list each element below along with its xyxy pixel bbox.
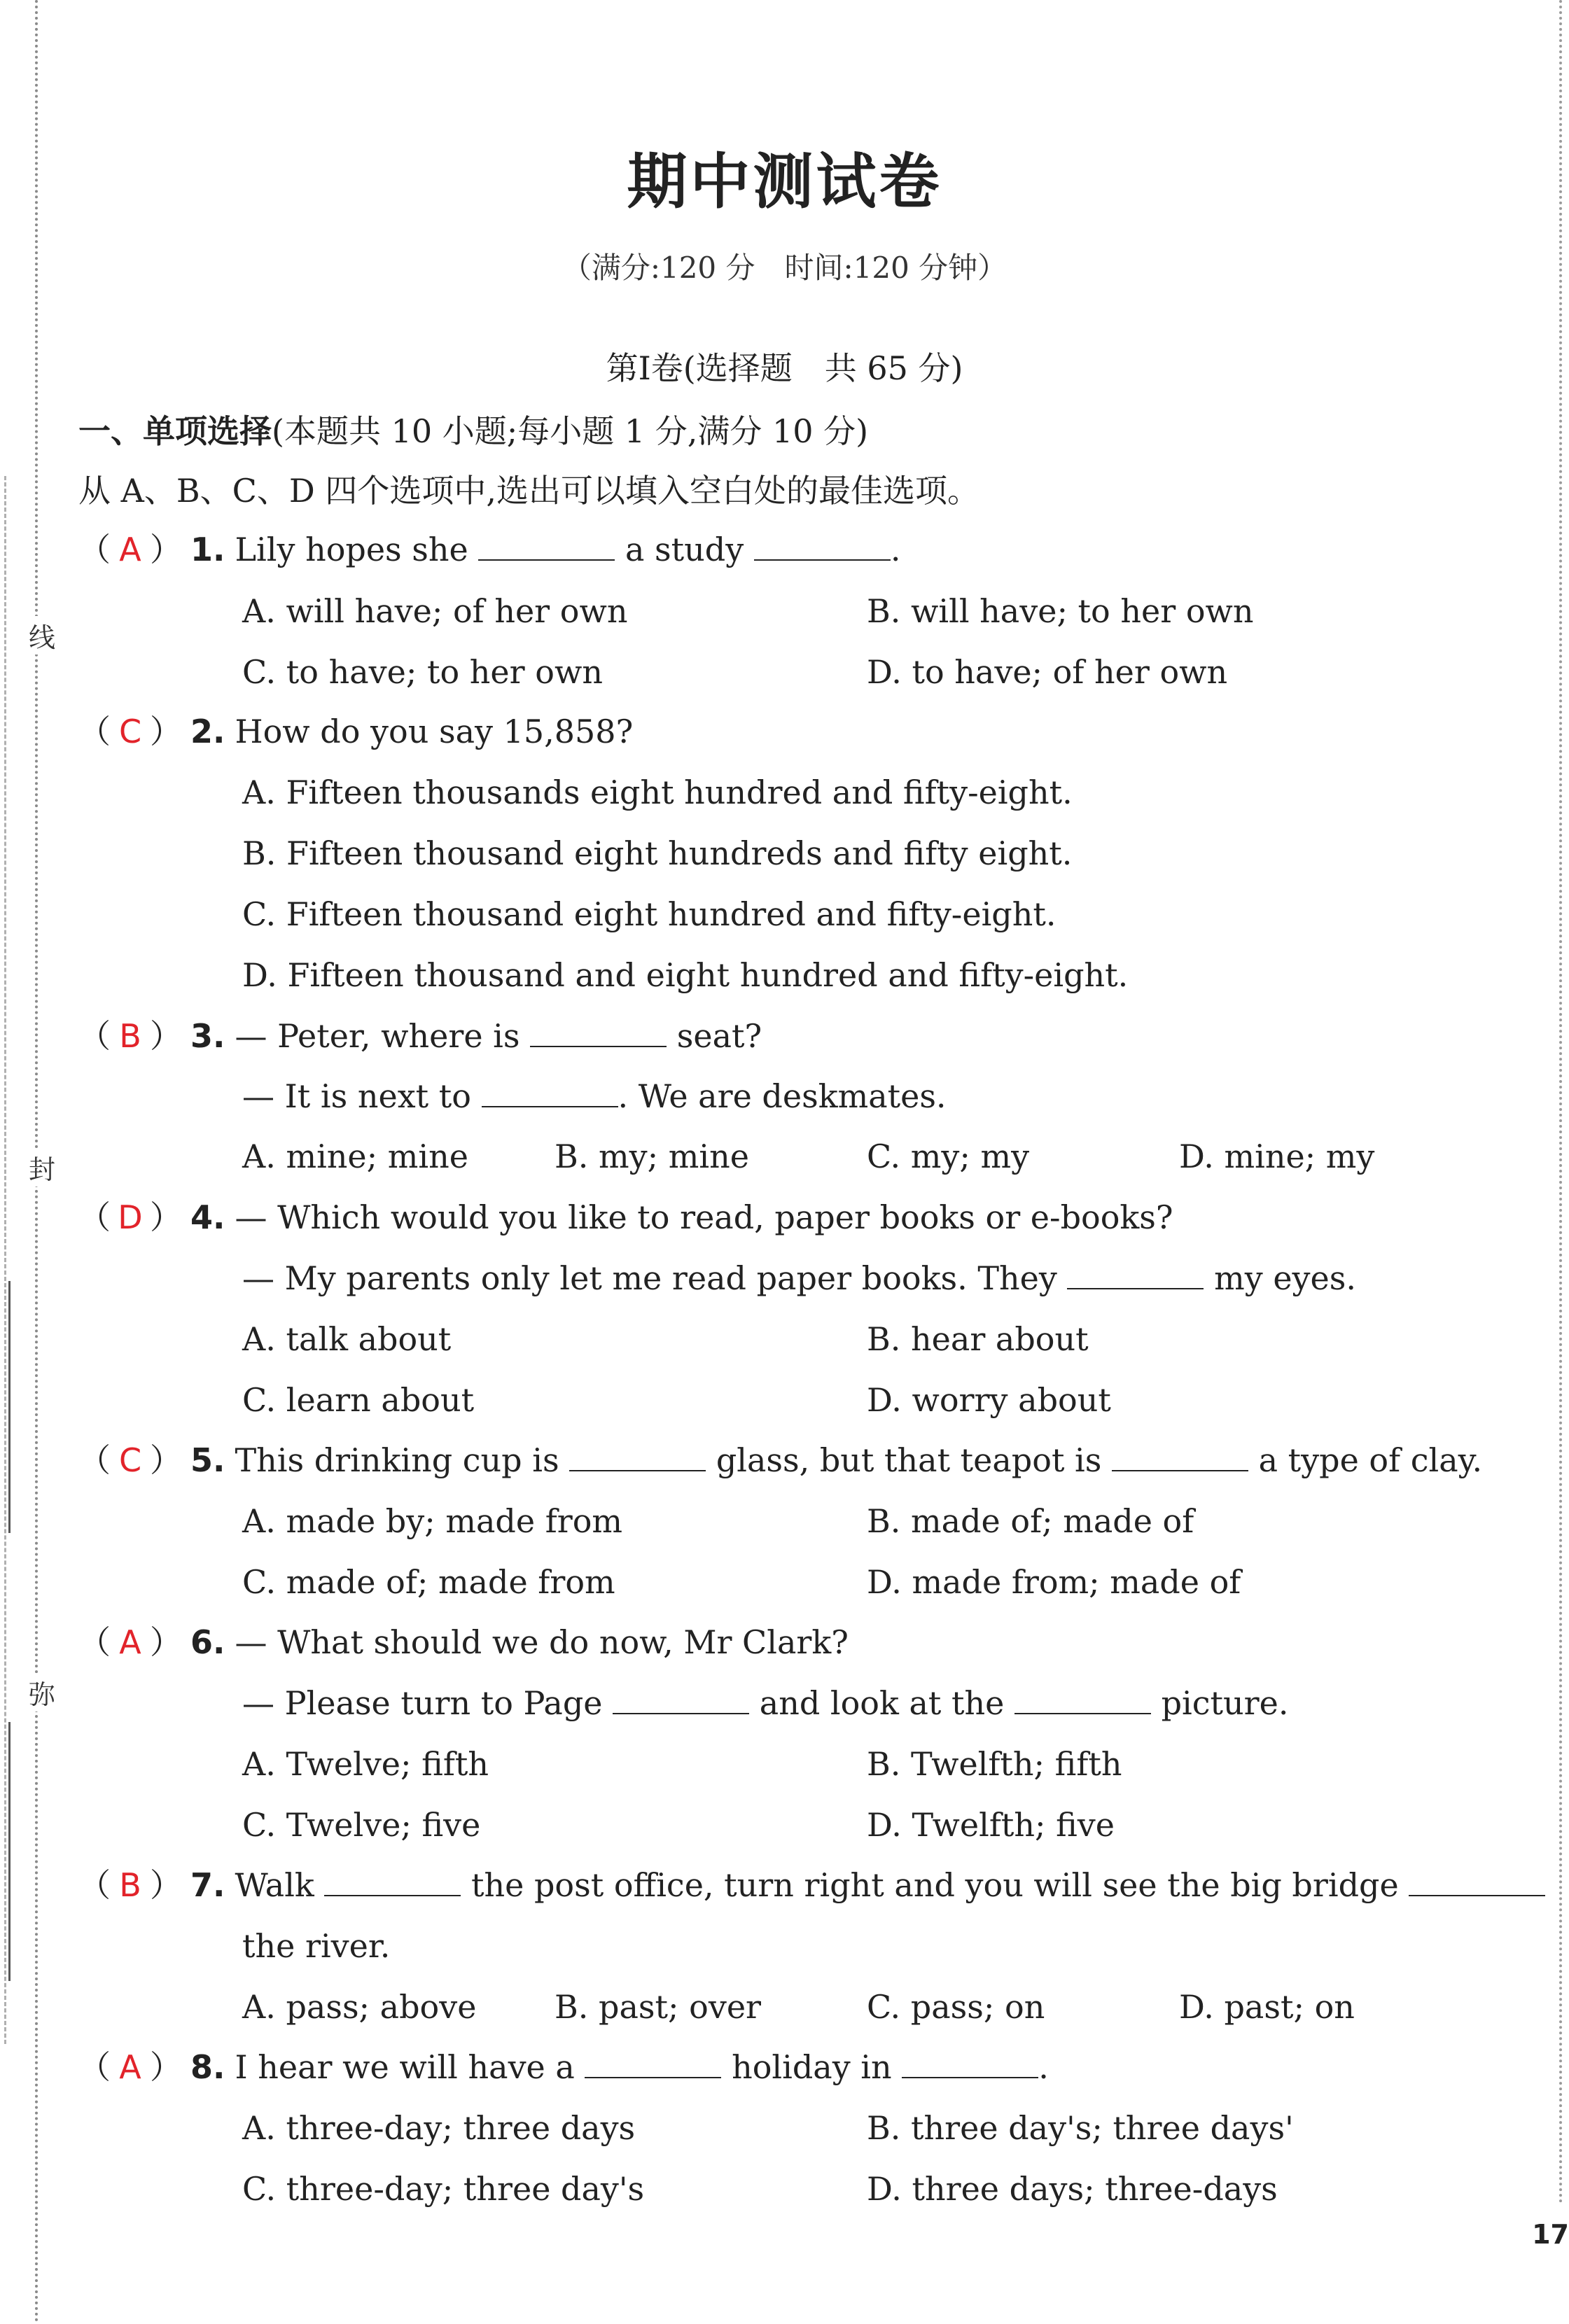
option-d: D. Twelfth; five bbox=[867, 1806, 1115, 1844]
option-a: A. pass; above bbox=[242, 1988, 477, 2026]
stem-text: — What should we do now, Mr Clark? bbox=[235, 1623, 849, 1661]
option-c: C. Fifteen thousand eight hundred and fifty-eight. bbox=[242, 895, 1057, 933]
answer-blank bbox=[1014, 1684, 1151, 1714]
option-a: A. three-day; three days bbox=[242, 2109, 636, 2147]
question-number: 6. bbox=[190, 1623, 225, 1661]
question-number: 2. bbox=[190, 713, 225, 750]
stem-text: seat? bbox=[676, 1017, 762, 1055]
answer-blank bbox=[902, 2047, 1038, 2078]
part-heading: 第Ⅰ卷(选择题 共 65 分) bbox=[606, 349, 963, 387]
option-a: A. will have; of her own bbox=[242, 592, 628, 630]
answer-1: A bbox=[119, 531, 141, 568]
option-d: D. to have; of her own bbox=[867, 653, 1228, 691]
option-b: B. Twelfth; fifth bbox=[867, 1745, 1122, 1783]
question-number: 7. bbox=[190, 1866, 225, 1904]
question-7 bbox=[78, 1864, 1545, 1906]
binding-dashed-line bbox=[4, 476, 6, 2044]
question-4-line-2 bbox=[242, 1257, 1356, 1299]
answer-paren: （ C ） bbox=[78, 1439, 190, 1481]
stem-text: — Peter, where is bbox=[235, 1017, 520, 1055]
option-a: A. talk about bbox=[242, 1320, 452, 1358]
question-number: 1. bbox=[190, 531, 225, 568]
option-d: D. three days; three-days bbox=[867, 2170, 1278, 2208]
answer-paren: （ C ） bbox=[78, 710, 190, 752]
section-heading bbox=[78, 406, 868, 452]
stem-text: and look at the bbox=[759, 1684, 1005, 1722]
stem-text: How do you say 15,858? bbox=[235, 713, 634, 750]
question-6-line-2 bbox=[242, 1682, 1288, 1724]
stem-text: a type of clay. bbox=[1258, 1441, 1483, 1479]
answer-paren: （ B ） bbox=[78, 1015, 190, 1057]
question-1 bbox=[78, 528, 900, 570]
answer-8: A bbox=[119, 2048, 141, 2086]
stem-text: This drinking cup is bbox=[235, 1441, 559, 1479]
stem-text: . We are deskmates. bbox=[618, 1077, 947, 1115]
instruction: 从 A、B、C、D 四个选项中,选出可以填入空白处的最佳选项。 bbox=[78, 472, 979, 510]
option-b: B. Fifteen thousand eight hundreds and fifty eight. bbox=[242, 834, 1073, 872]
stem-text: glass, but that teapot is bbox=[716, 1441, 1102, 1479]
option-d: D. mine; my bbox=[1179, 1138, 1375, 1175]
option-b: B. my; mine bbox=[555, 1138, 749, 1175]
stem-text: — My parents only let me read paper books. They bbox=[242, 1259, 1057, 1297]
question-number: 8. bbox=[190, 2048, 225, 2086]
stem-text: . bbox=[1038, 2048, 1049, 2086]
question-7-line-2: the river. bbox=[242, 1927, 391, 1965]
option-c: C. pass; on bbox=[867, 1988, 1045, 2026]
stem-text: — Please turn to Page bbox=[242, 1684, 603, 1722]
answer-4: D bbox=[118, 1198, 143, 1236]
option-b: B. hear about bbox=[867, 1320, 1089, 1358]
option-a: A. mine; mine bbox=[242, 1138, 468, 1175]
section-label: 一、单项选择 bbox=[78, 412, 272, 450]
answer-blank bbox=[1112, 1441, 1248, 1471]
answer-paren: （ A ） bbox=[78, 528, 190, 570]
answer-blank bbox=[613, 1684, 749, 1714]
stem-text: picture. bbox=[1161, 1684, 1289, 1722]
page-title: 期中测试卷 bbox=[627, 147, 942, 217]
option-b: B. will have; to her own bbox=[867, 592, 1254, 630]
stem-text: . bbox=[890, 531, 901, 568]
option-c: C. my; my bbox=[867, 1138, 1030, 1175]
section-note: (本题共 10 小题;每小题 1 分,满分 10 分) bbox=[272, 412, 869, 450]
stem-text: Lily hopes she bbox=[235, 531, 468, 568]
option-b: B. three day's; three days' bbox=[867, 2109, 1294, 2147]
question-3-line-2 bbox=[242, 1075, 947, 1117]
answer-blank bbox=[324, 1865, 461, 1896]
page-number: 17 bbox=[1532, 2219, 1569, 2250]
binding-char-line: 线 bbox=[25, 616, 60, 654]
right-edge-dotted-line bbox=[1559, 0, 1562, 2205]
stem-text: my eyes. bbox=[1214, 1259, 1356, 1297]
option-d: D. Fifteen thousand and eight hundred and fifty-eight. bbox=[242, 956, 1129, 994]
option-c: C. three-day; three day's bbox=[242, 2170, 645, 2208]
question-number: 5. bbox=[190, 1441, 225, 1479]
score-time-info: （满分:120 分 时间:120 分钟） bbox=[562, 251, 1007, 285]
option-a: A. Twelve; fifth bbox=[242, 1745, 489, 1783]
option-c: C. learn about bbox=[242, 1381, 475, 1419]
answer-paren: （ B ） bbox=[78, 1864, 190, 1906]
stem-text: holiday in bbox=[732, 2048, 892, 2086]
answer-paren: （ A ） bbox=[78, 2046, 190, 2088]
answer-blank bbox=[754, 530, 891, 561]
question-3 bbox=[78, 1015, 762, 1057]
stem-text: I hear we will have a bbox=[235, 2048, 575, 2086]
option-d: D. made from; made of bbox=[867, 1563, 1241, 1601]
answer-blank bbox=[1409, 1865, 1545, 1896]
question-number: 3. bbox=[190, 1017, 225, 1055]
question-number: 4. bbox=[190, 1198, 225, 1236]
option-b: B. made of; made of bbox=[867, 1502, 1194, 1540]
stem-text: the post office, turn right and you will see the big bridge bbox=[471, 1866, 1399, 1904]
question-4 bbox=[78, 1196, 1173, 1238]
answer-5: C bbox=[118, 1441, 142, 1479]
stem-text: — Which would you like to read, paper books or e-books? bbox=[235, 1198, 1173, 1236]
option-b: B. past; over bbox=[555, 1988, 762, 2026]
binding-char-seal: 封 bbox=[25, 1148, 60, 1186]
answer-blank bbox=[478, 530, 615, 561]
answer-paren: （ A ） bbox=[78, 1621, 190, 1663]
answer-blank bbox=[585, 2047, 721, 2078]
question-8 bbox=[78, 2046, 1049, 2088]
binding-solid-mark bbox=[8, 1281, 11, 1533]
stem-text: a study bbox=[625, 531, 744, 568]
option-a: A. made by; made from bbox=[242, 1502, 623, 1540]
answer-6: A bbox=[119, 1623, 141, 1661]
answer-blank bbox=[482, 1077, 618, 1107]
option-d: D. past; on bbox=[1179, 1988, 1355, 2026]
answer-blank bbox=[569, 1441, 706, 1471]
answer-paren: （ D ） bbox=[78, 1196, 190, 1238]
answer-blank bbox=[530, 1016, 667, 1047]
option-c: C. Twelve; five bbox=[242, 1806, 481, 1844]
question-2 bbox=[78, 710, 633, 752]
answer-2: C bbox=[118, 713, 142, 750]
stem-text: — It is next to bbox=[242, 1077, 471, 1115]
option-d: D. worry about bbox=[867, 1381, 1111, 1419]
answer-3: B bbox=[119, 1017, 141, 1055]
option-c: C. to have; to her own bbox=[242, 653, 603, 691]
stem-text: Walk bbox=[235, 1866, 314, 1904]
option-c: C. made of; made from bbox=[242, 1563, 615, 1601]
question-6 bbox=[78, 1621, 849, 1663]
binding-solid-mark bbox=[8, 1722, 11, 1981]
answer-blank bbox=[1067, 1259, 1204, 1289]
question-5 bbox=[78, 1439, 1482, 1481]
answer-7: B bbox=[119, 1866, 141, 1904]
binding-char-bind: 弥 bbox=[25, 1673, 60, 1712]
option-a: A. Fifteen thousands eight hundred and fifty-eight. bbox=[242, 774, 1073, 811]
